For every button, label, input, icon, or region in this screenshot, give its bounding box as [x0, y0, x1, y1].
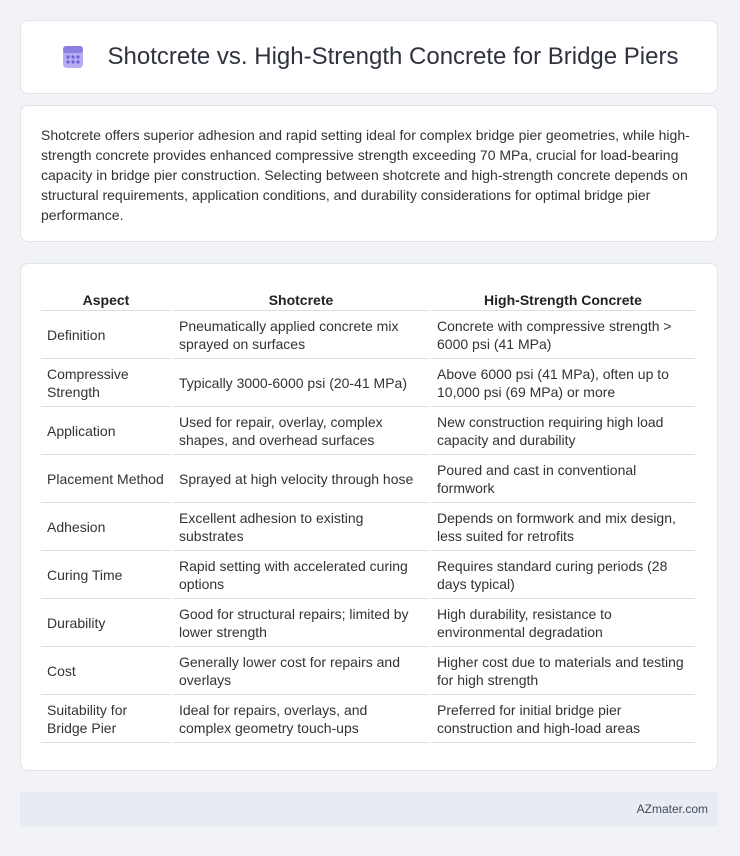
shotcrete-cell: Typically 3000-6000 psi (20-41 MPa)	[173, 359, 429, 407]
shotcrete-cell: Sprayed at high velocity through hose	[173, 455, 429, 503]
aspect-cell: Suitability for Bridge Pier	[41, 695, 171, 743]
header-shotcrete: Shotcrete	[173, 284, 429, 311]
footer-bar	[20, 792, 718, 826]
table-row	[41, 455, 695, 503]
shotcrete-cell: Good for structural repairs; limited by lower strength	[173, 599, 429, 647]
page-title: Shotcrete vs. High-Strength Concrete for Bridge Piers	[107, 43, 679, 70]
aspect-cell: Compressive Strength	[41, 359, 171, 407]
table-row	[41, 359, 695, 407]
high-strength-cell: New construction requiring high load capacity and durability	[431, 407, 695, 455]
high-strength-cell: Depends on formwork and mix design, less suited for retrofits	[431, 503, 695, 551]
table-header-row	[41, 284, 695, 311]
high-strength-cell: High durability, resistance to environmental degradation	[431, 599, 695, 647]
header-high-strength-concrete: High-Strength Concrete	[431, 284, 695, 311]
aspect-cell: Curing Time	[41, 551, 171, 599]
table-row	[41, 311, 695, 359]
table-row	[41, 551, 695, 599]
table-row	[41, 695, 695, 743]
high-strength-cell: Above 6000 psi (41 MPa), often up to 10,000 psi (69 MPa) or more	[431, 359, 695, 407]
shotcrete-cell: Pneumatically applied concrete mix sprayed on surfaces	[173, 311, 429, 359]
aspect-cell: Cost	[41, 647, 171, 695]
comparison-table	[39, 284, 697, 743]
aspect-cell: Placement Method	[41, 455, 171, 503]
high-strength-cell: Requires standard curing periods (28 days typical)	[431, 551, 695, 599]
intro-paragraph: Shotcrete offers superior adhesion and rapid setting ideal for complex bridge pier geometries, while high-strength concrete provides enhanced compressive strength exceeding 70 MPa, crucial for load-bearing capacity in bridge pier construction. Selecting between shotcrete and high-strength concrete depends on structural requirements, application conditions, and durability considerations for optimal bridge pier performance.	[41, 127, 690, 223]
high-strength-cell: Poured and cast in conventional formwork	[431, 455, 695, 503]
high-strength-cell: Concrete with compressive strength > 6000 psi (41 MPa)	[431, 311, 695, 359]
table-row	[41, 503, 695, 551]
aspect-cell: Adhesion	[41, 503, 171, 551]
shotcrete-cell: Rapid setting with accelerated curing options	[173, 551, 429, 599]
shotcrete-cell: Excellent adhesion to existing substrates	[173, 503, 429, 551]
aspect-cell: Definition	[41, 311, 171, 359]
high-strength-cell: Preferred for initial bridge pier construction and high-load areas	[431, 695, 695, 743]
aspect-cell: Application	[41, 407, 171, 455]
table-row	[41, 407, 695, 455]
shotcrete-cell: Used for repair, overlay, complex shapes, and overhead surfaces	[173, 407, 429, 455]
shotcrete-cell: Generally lower cost for repairs and overlays	[173, 647, 429, 695]
table-row	[41, 647, 695, 695]
shotcrete-cell: Ideal for repairs, overlays, and complex geometry touch-ups	[173, 695, 429, 743]
calculator-icon	[60, 44, 86, 70]
intro-card	[20, 105, 718, 242]
title-card	[20, 20, 718, 94]
footer-brand: AZmater.com	[636, 802, 708, 816]
aspect-cell: Durability	[41, 599, 171, 647]
header-aspect: Aspect	[41, 284, 171, 311]
table-row	[41, 599, 695, 647]
comparison-card	[20, 263, 718, 771]
high-strength-cell: Higher cost due to materials and testing for high strength	[431, 647, 695, 695]
